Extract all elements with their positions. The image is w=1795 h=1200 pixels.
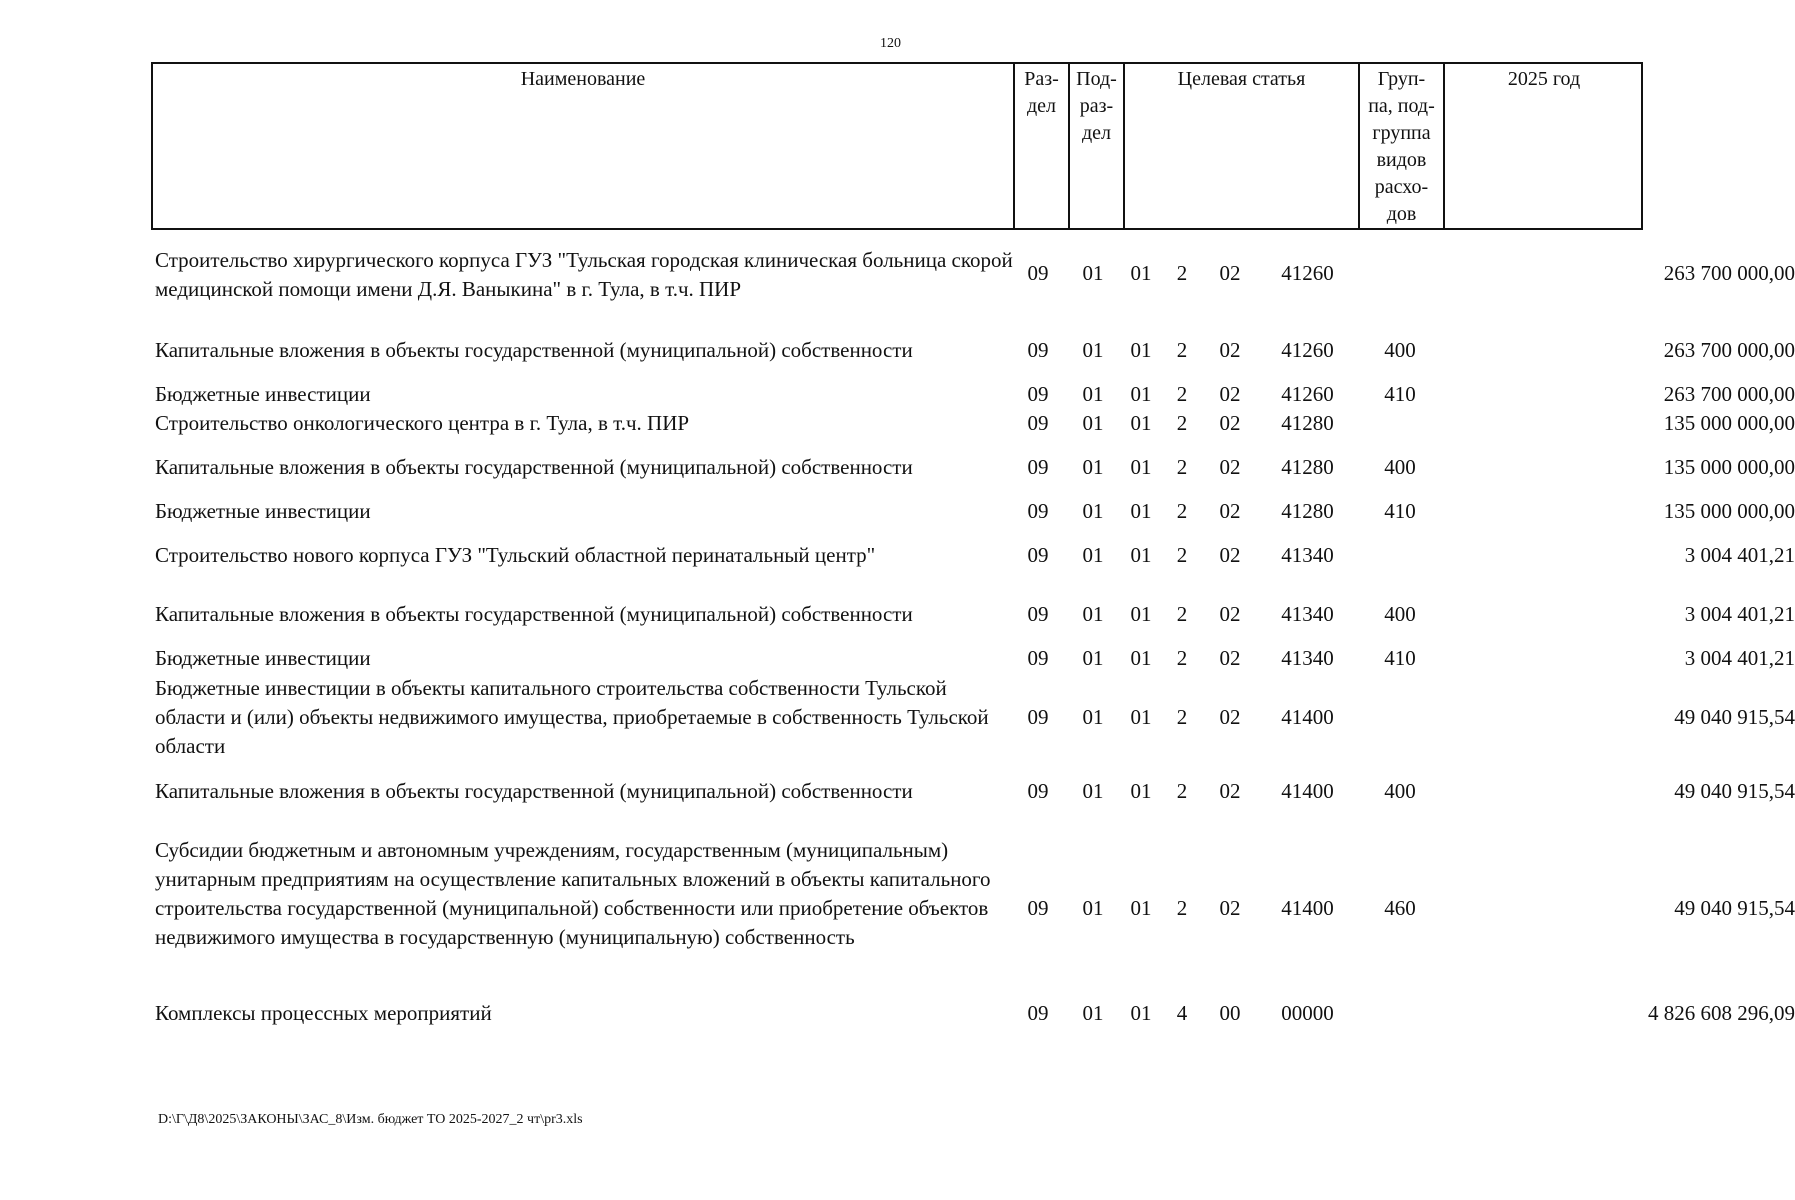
cell-razdel: 09 [1027,261,1049,285]
header-target [1123,64,1358,228]
cell-amount: 49 040 915,54 [1674,896,1795,920]
cell-target-program: 01 [1130,779,1152,803]
cell-podrazdel: 01 [1082,705,1104,729]
cell-expense-group: 410 [1384,382,1416,406]
cell-name: Бюджетные инвестиции в объекты капитального строительства собственности Тульской области и (или) объекты недвижимого имущества, приобретаемые в собственность Тульской области [155,676,989,758]
cell-target-type: 2 [1176,499,1188,523]
header-name [153,64,1013,228]
cell-podrazdel: 01 [1082,1001,1104,1025]
cell-name: Бюджетные инвестиции [155,499,371,523]
cell-target-item: 02 [1219,646,1241,670]
cell-target-type: 2 [1176,338,1188,362]
cell-target-direction: 41400 [1281,779,1334,803]
cell-target-item: 02 [1219,705,1241,729]
cell-target-item: 02 [1219,779,1241,803]
cell-target-direction: 00000 [1281,1001,1334,1025]
cell-podrazdel: 01 [1082,455,1104,479]
cell-target-item: 02 [1219,602,1241,626]
cell-amount: 49 040 915,54 [1674,705,1795,729]
cell-target-direction: 41340 [1281,543,1334,567]
header-year-label: 2025 год [1507,68,1581,90]
page-number: 120 [880,36,901,51]
cell-name: Бюджетные инвестиции [155,646,371,670]
cell-name: Капитальные вложения в объекты государственной (муниципальной) собственности [155,779,913,803]
cell-podrazdel: 01 [1082,779,1104,803]
cell-amount: 263 700 000,00 [1663,261,1795,285]
cell-target-item: 02 [1219,338,1241,362]
cell-target-item: 02 [1219,411,1241,435]
cell-target-program: 01 [1130,499,1152,523]
cell-expense-group: 410 [1384,646,1416,670]
header-podrazdel-line: раз- [1079,95,1114,117]
cell-razdel: 09 [1027,455,1049,479]
cell-razdel: 09 [1027,499,1049,523]
cell-name: Строительство онкологического центра в г. Тула, в т.ч. ПИР [155,411,690,435]
cell-amount: 4 826 608 296,09 [1648,1001,1795,1025]
cell-amount: 3 004 401,21 [1684,602,1795,626]
cell-target-item: 02 [1219,499,1241,523]
cell-target-program: 01 [1130,705,1152,729]
cell-target-type: 2 [1176,543,1188,567]
header-group-line: Груп- [1377,68,1426,90]
header-group [1358,64,1443,228]
cell-name: Бюджетные инвестиции [155,382,371,406]
cell-target-program: 01 [1130,382,1152,406]
header-razdel-line: дел [1026,95,1057,117]
cell-amount: 263 700 000,00 [1663,382,1795,406]
cell-amount: 3 004 401,21 [1684,543,1795,567]
cell-target-item: 02 [1219,543,1241,567]
cell-name: Субсидии бюджетным и автономным учреждениям, государственным (муниципальным) унитарным предприятиям на осуществление капитальных вложений в объекты капитального строительства государственной (муниципальной) собственности или приобретение объектов недвижимого имущества в государственную (муниципальную) собственность [155,838,991,949]
cell-target-direction: 41340 [1281,646,1334,670]
cell-target-direction: 41400 [1281,705,1334,729]
cell-razdel: 09 [1027,779,1049,803]
header-group-line: па, под- [1368,95,1435,117]
cell-razdel: 09 [1027,705,1049,729]
file-path-footer: D:\Г\Д8\2025\ЗАКОНЫ\ЗАС_8\Изм. бюджет ТО 2025-2027_2 чт\pr3.xls [158,1112,583,1127]
cell-razdel: 09 [1027,602,1049,626]
cell-target-program: 01 [1130,338,1152,362]
cell-target-item: 02 [1219,896,1241,920]
cell-razdel: 09 [1027,1001,1049,1025]
cell-podrazdel: 01 [1082,646,1104,670]
cell-podrazdel: 01 [1082,261,1104,285]
cell-name: Капитальные вложения в объекты государственной (муниципальной) собственности [155,602,913,626]
cell-razdel: 09 [1027,411,1049,435]
cell-podrazdel: 01 [1082,543,1104,567]
cell-razdel: 09 [1027,646,1049,670]
cell-amount: 135 000 000,00 [1663,411,1795,435]
cell-target-program: 01 [1130,261,1152,285]
cell-amount: 135 000 000,00 [1663,455,1795,479]
cell-podrazdel: 01 [1082,896,1104,920]
cell-target-direction: 41280 [1281,455,1334,479]
cell-razdel: 09 [1027,896,1049,920]
cell-target-direction: 41260 [1281,338,1334,362]
header-razdel-line: Раз- [1024,68,1059,90]
cell-target-type: 4 [1176,1001,1188,1025]
cell-target-item: 00 [1219,1001,1241,1025]
header-podrazdel-line: Под- [1076,68,1117,90]
cell-name: Капитальные вложения в объекты государственной (муниципальной) собственности [155,455,913,479]
cell-amount: 135 000 000,00 [1663,499,1795,523]
cell-target-direction: 41280 [1281,499,1334,523]
cell-target-direction: 41280 [1281,411,1334,435]
header-podrazdel-line: дел [1081,122,1112,144]
cell-target-direction: 41260 [1281,261,1334,285]
header-group-line: расхо- [1374,176,1429,198]
cell-target-type: 2 [1176,705,1188,729]
cell-target-type: 2 [1176,646,1188,670]
cell-amount: 263 700 000,00 [1663,338,1795,362]
cell-target-program: 01 [1130,543,1152,567]
cell-name: Строительство нового корпуса ГУЗ "Тульский областной перинатальный центр" [155,543,876,567]
cell-expense-group: 400 [1384,455,1416,479]
cell-target-program: 01 [1130,411,1152,435]
cell-amount: 49 040 915,54 [1674,779,1795,803]
cell-target-type: 2 [1176,602,1188,626]
cell-target-type: 2 [1176,896,1188,920]
cell-expense-group: 400 [1384,602,1416,626]
cell-podrazdel: 01 [1082,499,1104,523]
cell-amount: 3 004 401,21 [1684,646,1795,670]
cell-target-program: 01 [1130,896,1152,920]
cell-expense-group: 400 [1384,779,1416,803]
cell-target-type: 2 [1176,261,1188,285]
header-target-label: Целевая статья [1177,68,1306,90]
cell-expense-group: 410 [1384,499,1416,523]
cell-target-type: 2 [1176,455,1188,479]
header-name-label: Наименование [520,68,646,90]
header-group-line: группа [1372,122,1431,144]
cell-razdel: 09 [1027,338,1049,362]
cell-expense-group: 460 [1384,896,1416,920]
cell-razdel: 09 [1027,382,1049,406]
cell-target-program: 01 [1130,602,1152,626]
cell-podrazdel: 01 [1082,411,1104,435]
cell-podrazdel: 01 [1082,382,1104,406]
header-razdel [1013,64,1068,228]
cell-target-direction: 41400 [1281,896,1334,920]
header-group-line: дов [1386,203,1417,225]
header-podrazdel [1068,64,1123,228]
cell-target-type: 2 [1176,411,1188,435]
cell-razdel: 09 [1027,543,1049,567]
cell-target-item: 02 [1219,382,1241,406]
header-group-line: видов [1376,149,1427,171]
cell-target-direction: 41260 [1281,382,1334,406]
cell-name: Комплексы процессных мероприятий [155,1001,492,1025]
cell-podrazdel: 01 [1082,602,1104,626]
cell-target-direction: 41340 [1281,602,1334,626]
cell-target-type: 2 [1176,382,1188,406]
header-year [1443,64,1643,228]
cell-target-item: 02 [1219,261,1241,285]
table-header [151,62,1643,230]
cell-name: Капитальные вложения в объекты государственной (муниципальной) собственности [155,338,913,362]
cell-target-program: 01 [1130,646,1152,670]
cell-target-type: 2 [1176,779,1188,803]
cell-podrazdel: 01 [1082,338,1104,362]
cell-expense-group: 400 [1384,338,1416,362]
cell-target-item: 02 [1219,455,1241,479]
cell-target-program: 01 [1130,1001,1152,1025]
cell-name: Строительство хирургического корпуса ГУЗ "Тульская городская клиническая больница скорой медицинской помощи имени Д.Я. Ваныкина" в г. Тула, в т.ч. ПИР [155,248,1013,301]
cell-target-program: 01 [1130,455,1152,479]
